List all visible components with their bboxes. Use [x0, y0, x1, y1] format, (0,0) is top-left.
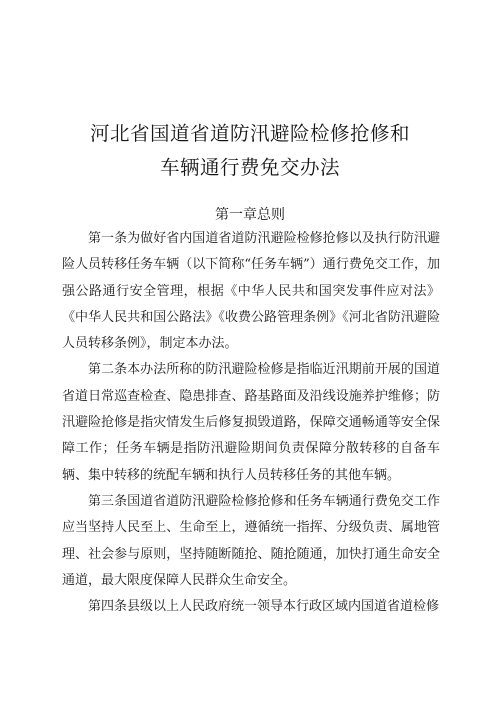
article-1-paragraph: 第一条为做好省内国道省道防汛避险检修抢修以及执行防汛避险人员转移任务车辆（以下简称“任务车辆”）通行费免交工作，加强公路通行安全管理，根据《中华人民共和国突发事件应对法》《中华人民共和国公路法》《收费公路管理条例》《河北省防汛避险人员转移条例》，制定本办法。: [62, 231, 440, 352]
document-title-line-2: 车辆通行费免交办法: [159, 156, 340, 179]
chapter-heading: 第一章总则: [215, 207, 285, 223]
article-4-paragraph: 第四条县级以上人民政府统一领导本行政区域内国道省道检修: [88, 599, 440, 615]
article-2-paragraph: 第二条本办法所称的防汛避险检修是指临近汛期前开展的国道省道日常巡查检查、隐患排查、路基路面及沿线设施养护维修；防汛避险抢修是指灾情发生后修复损毁道路，保障交通畅通等安全保障工作；任务车辆是指防汛避险期间负责保障分散转移的自备车辆、集中转移的统配车辆和执行人员转移任务的其他车辆。: [62, 362, 440, 483]
document-body: [62, 226, 440, 620]
article-3-paragraph: 第三条国道省道防汛避险检修抢修和任务车辆通行费免交工作应当坚持人民至上、生命至上，遵循统一指挥、分级负责、属地管理、社会参与原则，坚持随断随抢、随抢随通，加快打通生命安全通道，最大限度保障人民群众生命安全。: [62, 493, 440, 588]
document-title-line-1: 河北省国道省道防汛避险检修抢修和: [89, 122, 410, 145]
